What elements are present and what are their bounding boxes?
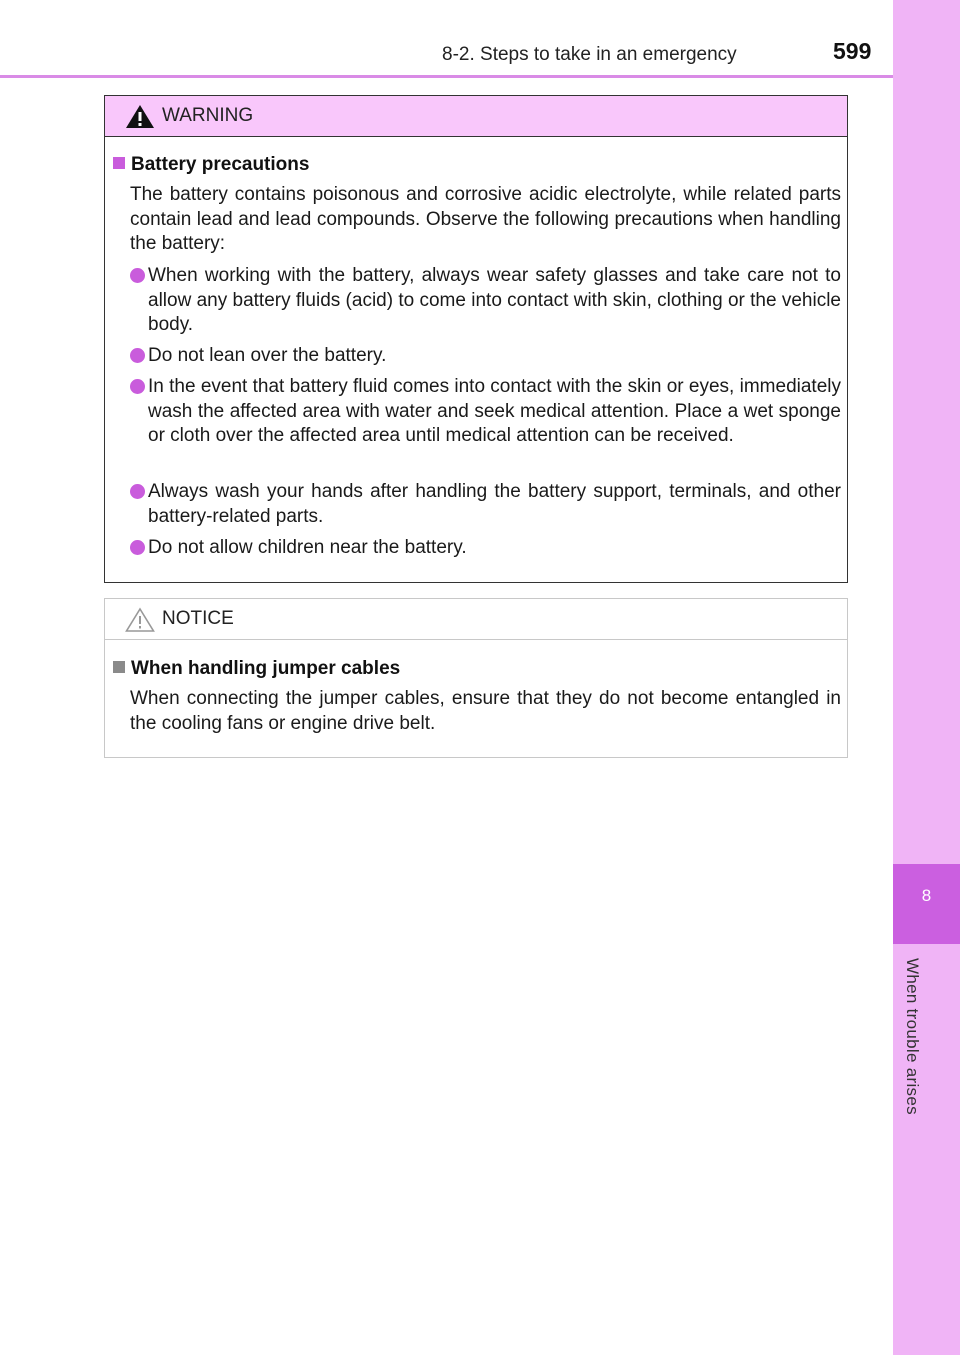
warning-label: WARNING	[162, 105, 254, 126]
notice-heading	[113, 658, 400, 680]
chapter-side-tab	[893, 0, 960, 1355]
bullet-dot-icon	[130, 540, 145, 555]
bullet-dot-icon	[130, 348, 145, 363]
square-bullet-icon	[113, 157, 125, 169]
notice-heading-text: When handling jumper cables	[131, 658, 401, 679]
list-item: Do not lean over the battery.	[130, 344, 841, 369]
warning-box	[104, 95, 848, 583]
square-bullet-icon	[113, 661, 125, 673]
chapter-number: 8	[921, 886, 932, 905]
warning-triangle-icon	[125, 104, 155, 129]
header-section-title: 8-2. Steps to take in an emergency	[442, 44, 737, 65]
header-divider	[0, 75, 893, 78]
notice-box	[104, 598, 848, 758]
list-item: Always wash your hands after handling the battery support, terminals, and other battery-related parts.	[130, 480, 841, 529]
warning-heading-text: Battery precautions	[131, 154, 310, 175]
notice-body: When connecting the jumper cables, ensure that they do not become entangled in the cooling fans or engine drive belt.	[130, 688, 841, 734]
warning-header	[105, 96, 847, 137]
bullet-dot-icon	[130, 268, 145, 283]
warning-intro: The battery contains poisonous and corrosive acidic electrolyte, while related parts contain lead and lead compounds. Observe the following precautions when handling the battery:	[130, 184, 841, 254]
page-number: 599	[833, 38, 872, 64]
bullet-dot-icon	[130, 484, 145, 499]
warning-heading	[113, 154, 309, 176]
list-item: Do not allow children near the battery.	[130, 536, 841, 561]
list-item: When working with the battery, always wear safety glasses and take care not to allow any battery fluids (acid) to come into contact with skin, clothing or the vehicle body.	[130, 264, 841, 338]
chapter-title: When trouble arises	[903, 958, 922, 1115]
notice-triangle-icon	[125, 607, 155, 632]
bullet-dot-icon	[130, 379, 145, 394]
list-item: In the event that battery fluid comes into contact with the skin or eyes, immediately wash the affected area with water and seek medical attention. Place a wet sponge or cloth over the affected area until medical attention can be received.	[130, 375, 841, 449]
notice-header	[105, 599, 847, 640]
notice-label: NOTICE	[162, 608, 234, 629]
